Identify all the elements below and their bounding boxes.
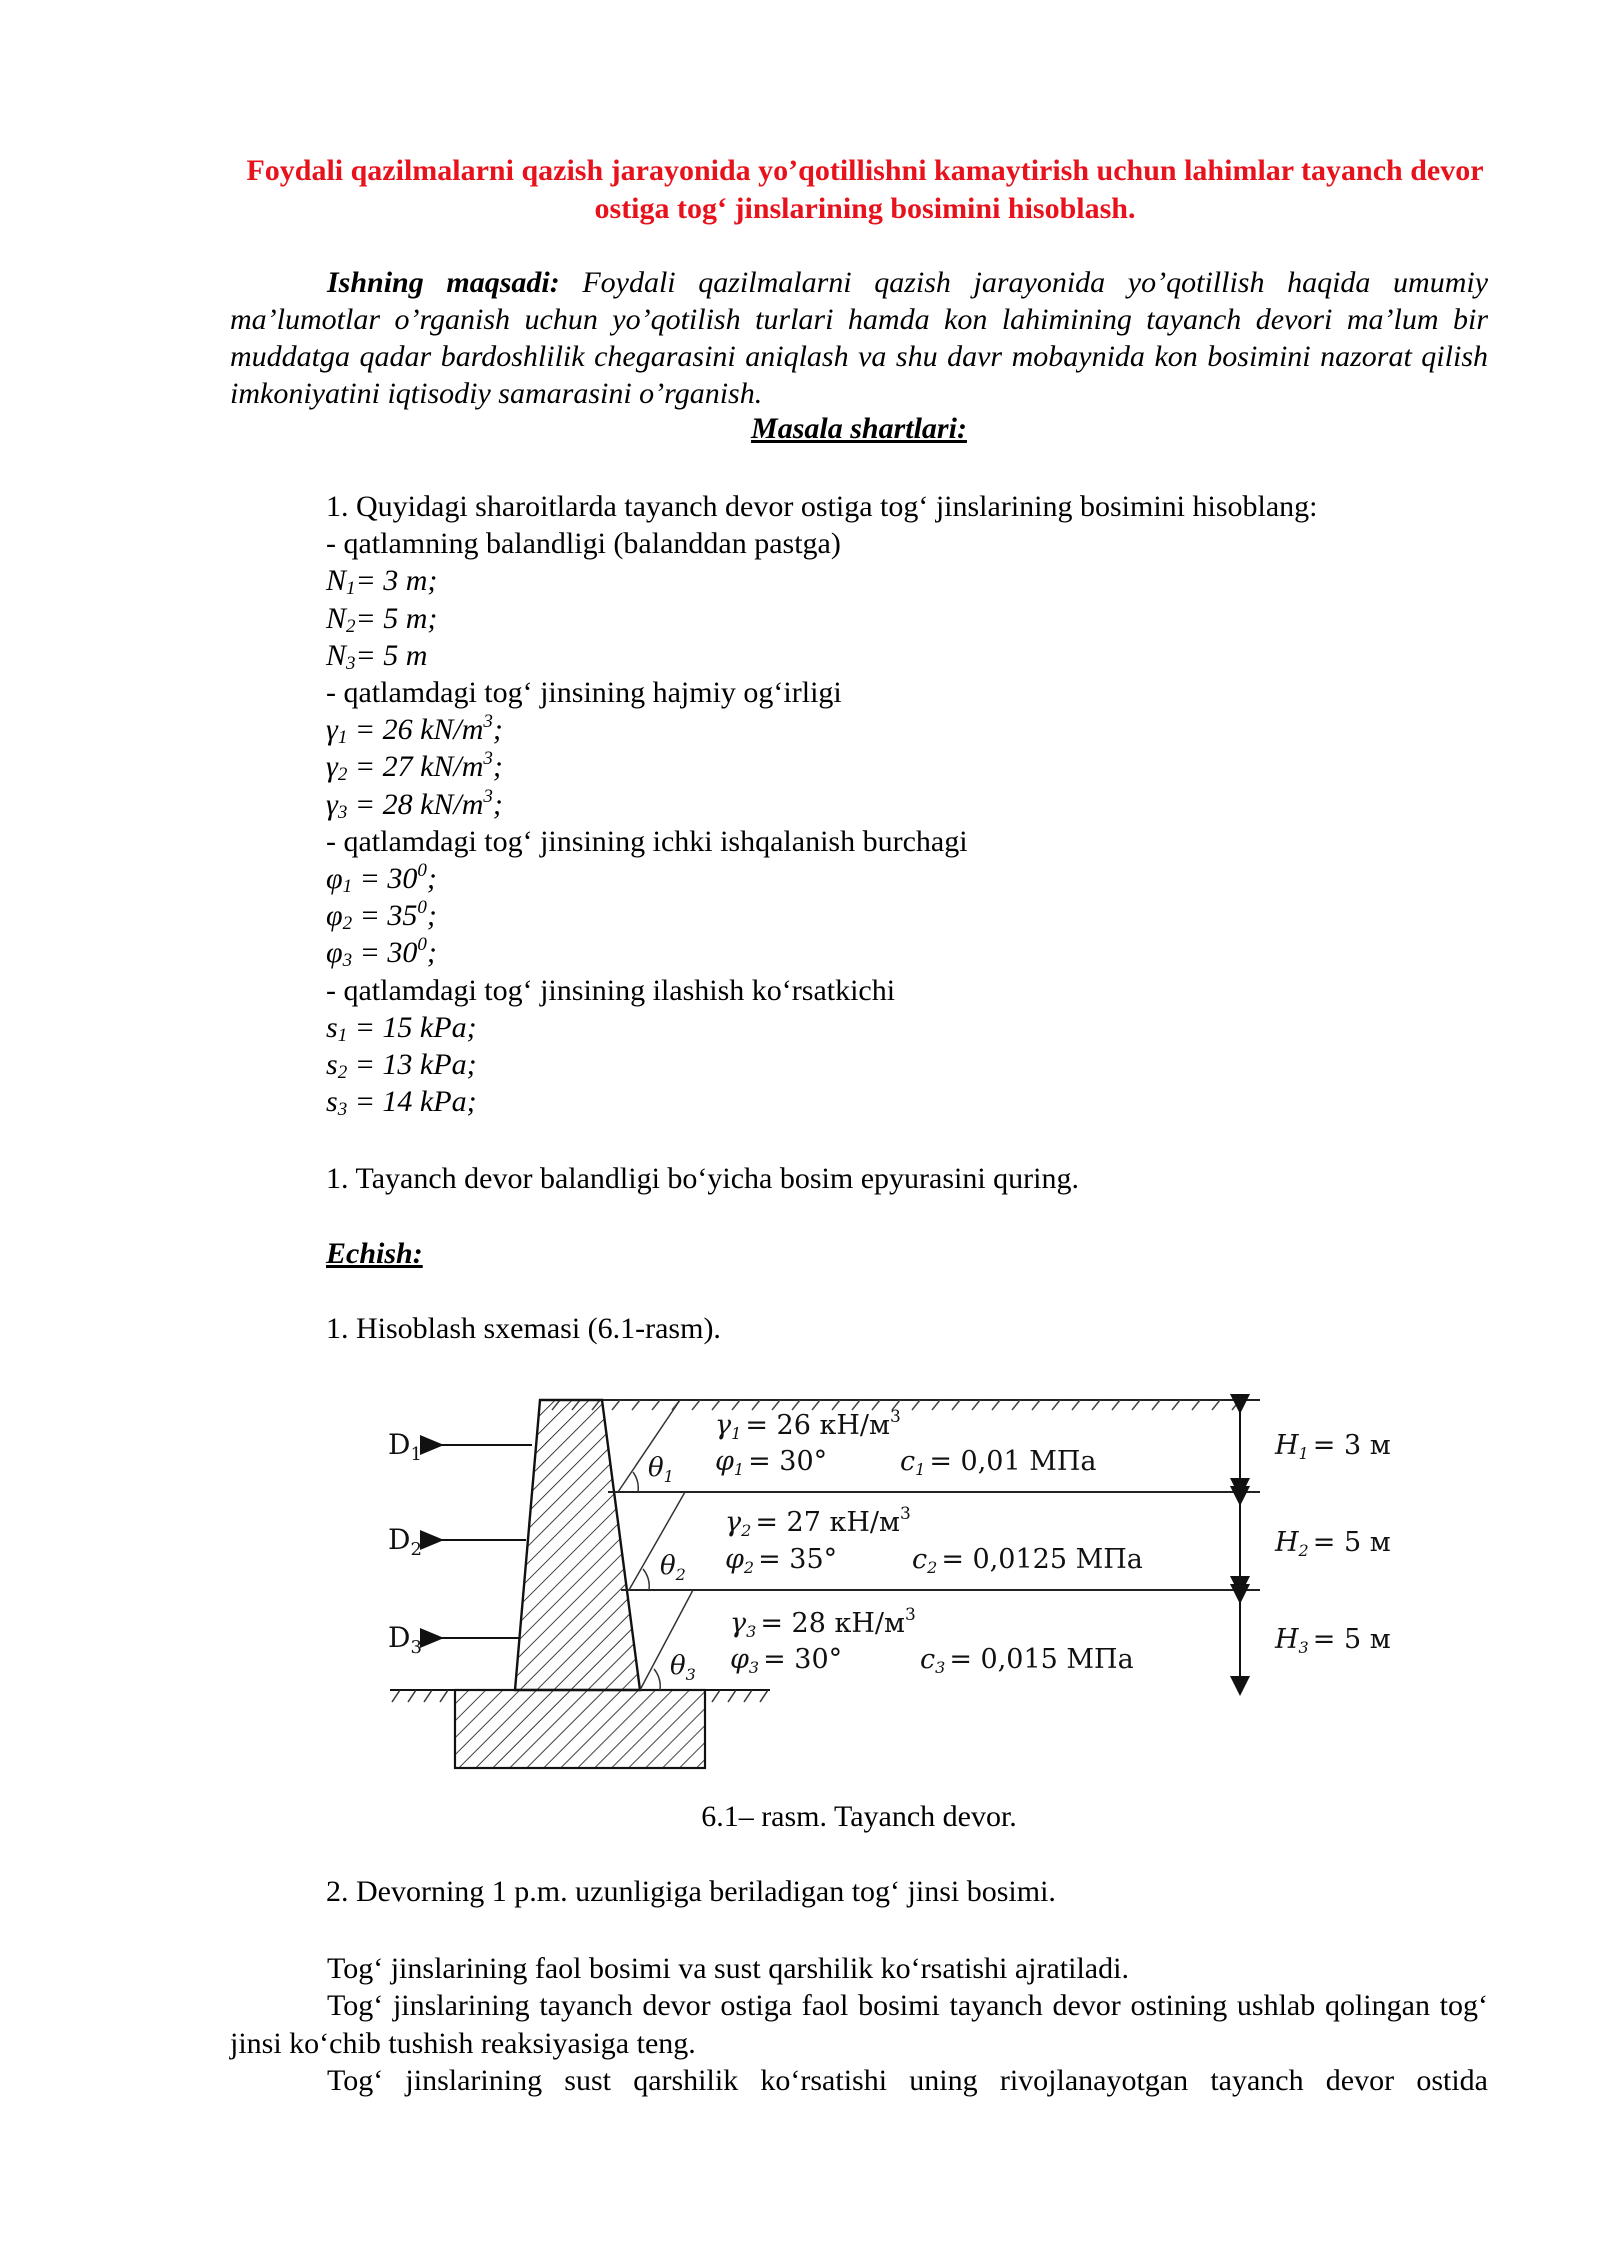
theta1-label: $\theta_1$: [648, 1453, 674, 1486]
cohesion-item: $s_2 = 13$ kPa;: [326, 1048, 477, 1084]
height-item: $N_3= 5$ m: [326, 638, 428, 674]
layer3-c: c3 = 0,015 МПа: [920, 1644, 1134, 1677]
figure-caption: 6.1– rasm. Tayanch devor.: [701, 1800, 1017, 1833]
angle-item: $\varphi_3 = 30^0$;: [326, 934, 437, 972]
theta-arc-1: [633, 1472, 638, 1492]
task-1: 1. Quyidagi sharoitlarda tayanch devor ostiga tog‘ jinslarining bosimini hisoblang:: [326, 490, 1318, 523]
aim-text: Foydali qazilmalarni qazish jarayonida yo’qotillish haqida umumiy ma’lumotlar o’rganish uchun yo’qotilish turlari hamda kon lahimining tayanch devori ma’lum bir muddatga qadar bardoshlilik chegarasini aniqlash va shu davr mobaynida kon bosimini nazorat qilish imkoniyatini iqtisodiy samarasini o’rganish.: [230, 266, 1489, 410]
wall-foundation: [455, 1690, 705, 1768]
step-1: 1. Hisoblash sxemasi (6.1-rasm).: [326, 1312, 721, 1345]
angle-item: $\varphi_1 = 30^0$;: [326, 860, 437, 898]
height-label: - qatlamning balandligi (balanddan pastga): [326, 527, 841, 561]
aim-label: Ishning maqsadi:: [327, 266, 560, 299]
layer2-gamma: γ2 = 27 $кН/м^3$: [725, 1504, 911, 1540]
d1-label: $D_1$: [388, 1428, 422, 1465]
layer3-phi: φ3 = 30°: [730, 1644, 843, 1677]
d3-label: $D_3$: [388, 1621, 422, 1658]
angle-item: $\varphi_2 = 35^0$;: [326, 897, 437, 935]
weight-label: - qatlamdagi tog‘ jinsining hajmiy og‘irligi: [326, 676, 842, 710]
layer1-phi: φ1 = 30°: [715, 1446, 828, 1479]
layer3-gamma: γ3 = 28 $кН/м^3$: [730, 1605, 916, 1641]
conditions-heading: Masala shartlari:: [751, 412, 967, 445]
theta-arc-3: [654, 1669, 660, 1690]
paragraph: Tog‘ jinslarining faol bosimi va sust qarshilik ko‘rsatishi ajratiladi.: [327, 1952, 1129, 1985]
task-2: 1. Tayanch devor balandligi bo‘yicha bosim epyurasini quring.: [326, 1162, 1080, 1195]
weight-item: $\gamma_3 = 28$ $kN/m^3$;: [326, 785, 503, 823]
solution-heading: Echish:: [326, 1237, 423, 1270]
step-2: 2. Devorning 1 p.m. uzunligiga beriladigan tog‘ jinsi bosimi.: [326, 1875, 1056, 1908]
d2-label: $D_2$: [388, 1523, 422, 1560]
cohesion-label: - qatlamdagi tog‘ jinsining ilashish ko‘rsatkichi: [326, 973, 896, 1007]
layer2-c: c2 = 0,0125 МПа: [912, 1544, 1143, 1577]
document-title: Foydali qazilmalarni qazish jarayonida yo’qotillishni kamaytirish uchun lahimlar tayanch devor ostiga tog‘ jinslarining bosimini hisoblash.: [246, 154, 1484, 225]
layer2-phi: φ2 = 35°: [725, 1544, 838, 1577]
paragraph: Tog‘ jinslarining tayanch devor ostiga faol bosimi tayanch devor ostining ushlab qolingan tog‘ jinsi ko‘chib tushish reaksiyasiga teng.: [230, 1989, 1488, 2060]
cohesion-item: $s_1 = 15$ kPa;: [326, 1010, 477, 1046]
friction-label: - qatlamdagi tog‘ jinsining ichki ishqalanish burchagi: [326, 824, 968, 858]
height-item: $N_1= 3$ m;: [326, 564, 438, 600]
paragraph: Tog‘ jinslarining sust qarshilik ko‘rsatishi uning rivojlanayotgan tayanch devor ostida: [327, 2064, 1488, 2097]
cohesion-item: $s_3 = 14$ kPa;: [326, 1085, 477, 1121]
height-item: $N_2= 5$ m;: [326, 601, 438, 637]
h1-label: H1 = 3 м: [1275, 1430, 1391, 1463]
aim-paragraph: [230, 264, 1488, 412]
theta2-label: $\theta_2$: [660, 1551, 686, 1584]
h3-label: H3 = 5 м: [1275, 1624, 1391, 1657]
weight-item: $\gamma_1 = 26$ $kN/m^3$;: [326, 711, 503, 749]
layer1-c: c1 = 0,01 МПа: [900, 1446, 1097, 1479]
theta-arc-2: [643, 1569, 649, 1590]
retaining-wall-figure: [380, 1388, 1420, 1788]
conditions-list: [326, 488, 1318, 1120]
weight-item: $\gamma_2 = 27$ $kN/m^3$;: [326, 748, 503, 786]
h2-label: H2 = 5 м: [1275, 1527, 1391, 1560]
theta3-label: $\theta_3$: [670, 1651, 696, 1684]
retaining-wall: [515, 1400, 640, 1690]
layer1-gamma: γ1 = 26 $кН/м^3$: [715, 1407, 901, 1443]
